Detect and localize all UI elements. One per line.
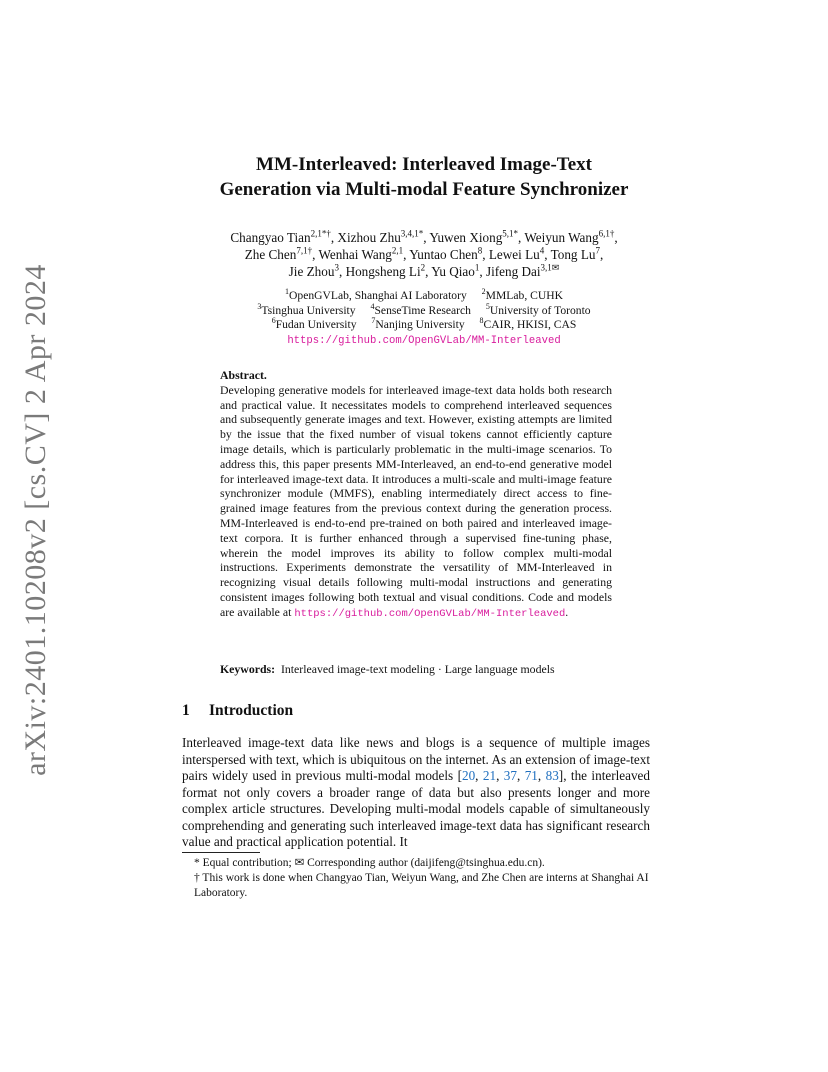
keywords [220,662,612,677]
citation-link[interactable]: 21 [482,768,497,783]
keywords-label: Keywords: [220,662,276,676]
author-name: Changyao Tian [230,230,311,245]
affiliation-line: $^6$Fudan University $^7$Nanjing University $^8$CAIR, HKISI, CAS [271,316,577,332]
author-name: Tong Lu [550,247,596,262]
author-mark: 2,1*† [310,228,331,239]
affiliation-name: University of Toronto [489,303,591,317]
citation-link[interactable]: 83 [545,768,559,783]
author-line: Changyao Tian$^{2,1*\dagger}$, Xizhou Zhu$^{3,4,1*}$, Yuwen Xiong$^{5,1*}$, Weiyun Wang$^{6,1\dagger}$, [230,228,618,245]
author-name: Jie Zhou [288,264,335,279]
author-name: Zhe Chen [244,247,297,262]
author-name: Yuntao Chen [409,247,478,262]
author-mark: 3,4,1* [400,228,424,239]
affiliation-name: Tsinghua University [261,303,356,317]
author-name: Wenhai Wang [318,247,392,262]
affiliation-name: MMLab, CUHK [485,289,563,302]
author-name: Yu Qiao [431,264,475,279]
author-mark: 7,1† [296,245,313,256]
author-name: Lewei Lu [488,247,540,262]
author-mark: 2,1 [391,245,404,256]
citation-link[interactable]: 71 [524,768,538,783]
footnote-rule [182,852,260,853]
author-list [150,229,698,280]
affiliation-name: Fudan University [275,318,357,332]
author-mark: 4 [539,245,545,256]
arxiv-stamp: arXiv:2401.10208v2 [cs.CV] 2 Apr 2024 [19,264,52,776]
affiliation-name: SenseTime Research [374,303,471,317]
section-title-text: Introduction [209,702,294,719]
author-mark: 6,1† [598,228,615,239]
author-name: Yuwen Xiong [429,230,503,245]
author-name: Hongsheng Li [345,264,421,279]
title-line-2: Generation via Multi-modal Feature Synchronizer [219,179,629,200]
intro-paragraph: Interleaved image-text data like news and blogs is a sequence of multiple images interspersed with text, which is ubiquitous on the internet. As an extension of image-text pairs widely used in previous multi-modal models [20, 21, 37, 71, 83], the interleaved format not only covers a broader range of data but also presents longer and more complex article structures. Developing multi-modal models capable of simultaneously comprehending and generating such interleaved image-text data has significant research value and practical application potential. It [182,735,651,849]
affiliation-list [170,289,678,348]
abstract-body: Developing generative models for interleaved image-text data holds both research and practical value. It necessitates models to comprehend interleaved sequences and subsequently generate images and text. However, existing attempts are limited by the issue that the fixed number of visual tokens cannot efficiently capture image details, which is particularly problematic in the multi-image scenarios. To address this, this paper presents MM-Interleaved, an end-to-end generative model for interleaved image-text data. It introduces a multi-scale and multi-image feature synchronizer module (MMFS), enabling intermediately direct access to fine-grained image features from the previous context during the generation process. MM-Interleaved is end-to-end pre-trained on both paired and interleaved image-text corpora. It is further enhanced through a supervised fine-tuning phase, wherein the model improves its ability to follow complex multi-modal instructions. Experiments demonstrate the versatility of MM-Interleaved in recognizing visual details following multi-modal instructions and generating consistent images following both textual and visual conditions. Code and models are available at [220,382,612,619]
author-mark: 7 [595,245,600,256]
author-name: Xizhou Zhu [337,230,401,245]
author-mark: 1 [474,262,480,273]
paper-title [140,152,708,202]
section-heading [182,702,293,720]
affiliation-name: CAIR, HKISI, CAS [483,318,577,332]
citation-link[interactable]: 37 [503,768,517,783]
affiliation-line: $^1$OpenGVLab, Shanghai AI Laboratory $^2$MMLab, CUHK [285,287,563,302]
author-name: Jifeng Dai [485,264,541,279]
footnote-equal-contribution: * Equal contribution; ✉ Corresponding author (daijifeng@tsinghua.edu.cn). [194,857,545,869]
keywords-text: Interleaved image-text modeling · Large language models [280,662,555,676]
section-number: 1 [182,702,190,719]
title-line-1: MM-Interleaved: Interleaved Image-Text [256,154,592,175]
affiliation-name: Nanjing University [375,318,465,332]
affiliation-line [170,333,678,349]
author-line: Zhe Chen$^{7,1\dagger}$, Wenhai Wang$^{2,1}$, Yuntao Chen$^8$, Lewei Lu$^4$, Tong Lu$^7$, [244,245,604,262]
citation-link[interactable]: 20 [461,768,476,783]
author-line: Jie Zhou$^3$, Hongsheng Li$^2$, Yu Qiao$^1$, Jifeng Dai$^{3,1✉}$ [288,262,560,279]
footnotes [194,856,652,901]
author-mark: 5,1* [502,228,519,239]
author-mark: 3,1✉ [540,262,560,273]
abstract-code-link[interactable]: https://github.com/OpenGVLab/MM-Interleaved [294,607,566,620]
abstract-heading: Abstract. [220,368,267,382]
author-mark: 2 [420,262,426,273]
abstract: Abstract. Developing generative models for interleaved image-text data holds both research and practical value. It necessitates models to comprehend interleaved sequences and subsequently generate images and text. However, existing attempts are limited by the issue that the fixed number of visual tokens cannot efficiently capture image details, which is particularly problematic in the multi-image scenarios. To address this, this paper presents MM-Interleaved, an end-to-end generative model for interleaved image-text data. It introduces a multi-scale and multi-image feature synchronizer module (MMFS), enabling intermediately direct access to fine-grained image features from the previous context during the generation process. MM-Interleaved is end-to-end pre-trained on both paired and interleaved image-text corpora. It is further enhanced through a supervised fine-tuning phase, wherein the model improves its ability to follow complex multi-modal instructions. Experiments demonstrate the versatility of MM-Interleaved in recognizing visual details following multi-modal instructions and generating consistent images following both textual and visual conditions. Code and models are available at https://github.com/OpenGVLab/MM-Interleaved. [220,368,612,620]
author-mark: 3 [334,262,339,273]
author-mark: 8 [477,245,483,256]
repo-link[interactable]: https://github.com/OpenGVLab/MM-Interleaved [287,334,561,347]
affiliation-name: OpenGVLab, Shanghai AI Laboratory [289,289,467,302]
author-name: Weiyun Wang [524,230,599,245]
affiliation-line: $^3$Tsinghua University $^4$SenseTime Research $^5$University of Toronto [257,301,591,317]
footnote-interns: † This work is done when Changyao Tian, Weiyun Wang, and Zhe Chen are interns at Shanghai AI Laboratory. [194,872,649,899]
